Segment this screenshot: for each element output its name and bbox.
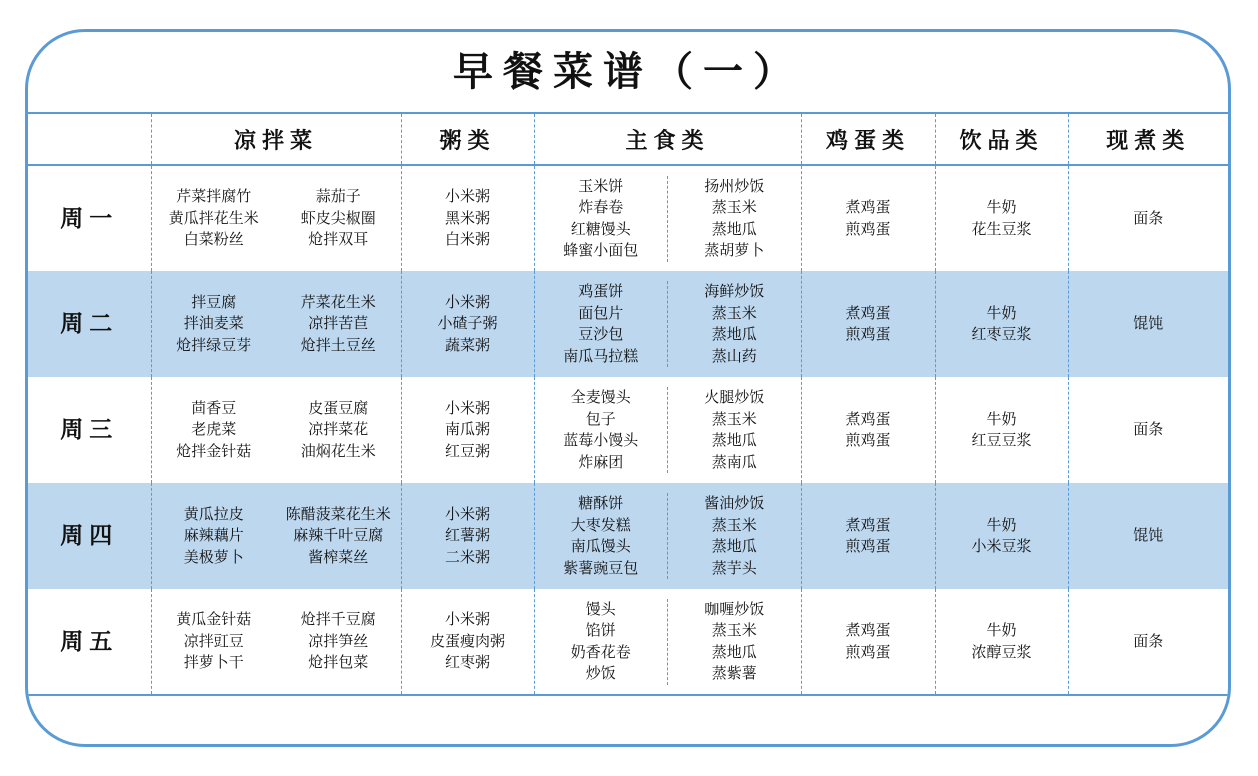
menu-item: 煎鸡蛋 — [845, 325, 891, 343]
menu-item: 红枣粥 — [444, 653, 490, 672]
staple-list-a — [535, 281, 668, 367]
staple-list-a — [535, 599, 668, 685]
menu-item: 全麦馒头 — [570, 388, 631, 406]
menu-item: 牛奶 — [986, 515, 1017, 534]
staple-col-a — [535, 493, 668, 579]
liangban-list-a — [152, 398, 277, 463]
porridge-cell — [401, 589, 534, 695]
menu-item: 黑米粥 — [444, 208, 490, 227]
menu-item: 皮蛋瘦肉粥 — [429, 631, 505, 650]
menu-item: 蒸玉米 — [711, 198, 757, 216]
staple-list-b — [668, 493, 801, 579]
header-liangban: 凉拌菜 — [151, 113, 401, 165]
staple-col-a — [535, 387, 668, 473]
menu-item: 大枣发糕 — [570, 515, 631, 534]
menu-item: 白菜粉丝 — [183, 230, 244, 249]
menu-item: 油焖花生米 — [300, 441, 376, 460]
eggs-list — [802, 303, 935, 346]
liangban-col-a — [152, 609, 277, 674]
menu-item: 红糖馒头 — [570, 219, 631, 238]
header-cooked: 现煮类 — [1068, 113, 1228, 165]
day-label: 周二 — [60, 310, 119, 338]
menu-item: 蒸山药 — [711, 346, 757, 365]
menu-item: 红豆豆浆 — [971, 431, 1032, 449]
drinks-cell — [935, 377, 1068, 483]
menu-item: 拌豆腐 — [191, 292, 237, 311]
drinks-cell — [935, 165, 1068, 271]
menu-item: 炝拌绿豆芽 — [176, 335, 252, 354]
header-eggs: 鸡蛋类 — [801, 113, 935, 165]
staple-col-a — [535, 281, 668, 367]
liangban-columns — [152, 292, 401, 357]
liangban-cell — [151, 483, 401, 589]
menu-item: 老虎菜 — [191, 420, 237, 439]
menu-item: 面条 — [1133, 420, 1164, 439]
menu-item: 火腿炒饭 — [704, 388, 765, 406]
menu-item: 蒸地瓜 — [711, 431, 757, 449]
menu-item: 南瓜馒头 — [570, 537, 631, 555]
menu-item: 炝拌土豆丝 — [300, 335, 376, 354]
staple-list-a — [535, 176, 668, 262]
staple-col-a — [535, 176, 668, 262]
staple-list-b — [668, 599, 801, 685]
menu-item: 蓝莓小馒头 — [563, 431, 639, 449]
menu-item: 炸春卷 — [578, 198, 624, 216]
menu-item: 虾皮尖椒圈 — [300, 208, 376, 227]
staple-cell — [534, 271, 801, 377]
staple-columns — [535, 281, 801, 367]
menu-item: 美极萝卜 — [183, 547, 244, 566]
menu-item: 面条 — [1133, 631, 1164, 650]
staple-list-b — [668, 176, 801, 262]
liangban-col-a — [152, 186, 277, 251]
menu-item: 凉拌苦苣 — [308, 314, 369, 333]
liangban-columns — [152, 186, 401, 251]
eggs-cell — [801, 589, 935, 695]
staple-cell — [534, 589, 801, 695]
cooked-list — [1069, 525, 1229, 547]
menu-item: 茴香豆 — [191, 398, 237, 417]
staple-list-a — [535, 493, 668, 579]
menu-item: 蒸胡萝卜 — [704, 241, 765, 259]
menu-item: 面包片 — [578, 303, 624, 322]
menu-item: 牛奶 — [986, 198, 1017, 216]
cooked-cell — [1068, 483, 1228, 589]
menu-body — [28, 165, 1228, 695]
menu-item: 面条 — [1133, 208, 1164, 227]
menu-item: 蒸玉米 — [711, 303, 757, 322]
day-row — [28, 589, 1228, 695]
header-staple: 主食类 — [534, 113, 801, 165]
drinks-list — [936, 197, 1068, 240]
menu-item: 海鲜炒饭 — [704, 282, 765, 300]
menu-item: 炒饭 — [585, 664, 616, 682]
staple-cell — [534, 377, 801, 483]
menu-item: 麻辣千叶豆腐 — [293, 526, 384, 545]
menu-item: 皮蛋豆腐 — [308, 398, 369, 417]
day-row — [28, 165, 1228, 271]
menu-item: 白米粥 — [444, 230, 490, 249]
menu-frame — [25, 29, 1231, 747]
staple-columns — [535, 493, 801, 579]
header-day-blank — [28, 113, 151, 165]
porridge-list — [402, 504, 534, 569]
menu-item: 煎鸡蛋 — [845, 219, 891, 238]
liangban-list-b — [276, 186, 401, 251]
menu-item: 煮鸡蛋 — [845, 621, 891, 639]
day-label: 周一 — [60, 204, 119, 232]
menu-item: 牛奶 — [986, 303, 1017, 322]
cooked-cell — [1068, 165, 1228, 271]
staple-col-b — [667, 387, 801, 473]
menu-item: 玉米饼 — [578, 176, 624, 195]
menu-item: 牛奶 — [986, 409, 1017, 428]
menu-item: 炝拌包菜 — [308, 653, 369, 672]
liangban-columns — [152, 398, 401, 463]
menu-item: 凉拌豇豆 — [183, 631, 244, 650]
staple-cell — [534, 165, 801, 271]
menu-item: 红枣豆浆 — [971, 325, 1032, 343]
menu-item: 奶香花卷 — [570, 642, 631, 661]
porridge-list — [402, 398, 534, 463]
menu-item: 酱油炒饭 — [704, 494, 765, 512]
liangban-list-b — [276, 398, 401, 463]
menu-item: 蒸地瓜 — [711, 537, 757, 555]
day-row — [28, 377, 1228, 483]
menu-item: 扬州炒饭 — [704, 176, 765, 195]
menu-item: 包子 — [585, 409, 616, 428]
liangban-col-a — [152, 292, 277, 357]
menu-item: 鸡蛋饼 — [578, 282, 624, 300]
menu-item: 蜂蜜小面包 — [563, 241, 639, 259]
liangban-columns — [152, 504, 401, 569]
liangban-cell — [151, 589, 401, 695]
menu-item: 蒜茄子 — [315, 187, 361, 206]
liangban-col-a — [152, 504, 277, 569]
cooked-cell — [1068, 271, 1228, 377]
liangban-cell — [151, 165, 401, 271]
day-row — [28, 483, 1228, 589]
menu-item: 蒸地瓜 — [711, 325, 757, 343]
menu-item: 拌萝卜干 — [183, 653, 244, 672]
liangban-col-b — [276, 398, 401, 463]
drinks-cell — [935, 589, 1068, 695]
liangban-list-a — [152, 609, 277, 674]
liangban-col-b — [276, 609, 401, 674]
menu-item: 蒸南瓜 — [711, 452, 757, 471]
menu-item: 馄饨 — [1133, 526, 1164, 545]
day-label: 周三 — [60, 416, 119, 444]
menu-item: 小米粥 — [444, 292, 490, 311]
menu-item: 凉拌笋丝 — [308, 631, 369, 650]
menu-item: 蒸玉米 — [711, 621, 757, 639]
menu-item: 二米粥 — [444, 547, 490, 566]
header-row — [28, 113, 1228, 165]
menu-item: 南瓜粥 — [444, 420, 490, 439]
liangban-col-b — [276, 186, 401, 251]
menu-item: 煮鸡蛋 — [845, 198, 891, 216]
menu-item: 煎鸡蛋 — [845, 642, 891, 661]
menu-item: 煎鸡蛋 — [845, 537, 891, 555]
staple-list-b — [668, 387, 801, 473]
cooked-list — [1069, 313, 1229, 335]
drinks-list — [936, 620, 1068, 663]
menu-item: 炝拌双耳 — [308, 230, 369, 249]
menu-item: 黄瓜拌花生米 — [168, 208, 259, 227]
menu-item: 豆沙包 — [578, 325, 624, 343]
menu-item: 煮鸡蛋 — [845, 409, 891, 428]
porridge-list — [402, 292, 534, 357]
menu-item: 芹菜拌腐竹 — [176, 187, 252, 206]
eggs-list — [802, 620, 935, 663]
header-porridge: 粥类 — [401, 113, 534, 165]
liangban-list-b — [276, 609, 401, 674]
menu-item: 糖酥饼 — [578, 494, 624, 512]
cooked-list — [1069, 631, 1229, 653]
porridge-cell — [401, 165, 534, 271]
staple-col-b — [667, 176, 801, 262]
menu-item: 拌油麦菜 — [183, 314, 244, 333]
menu-item: 馄饨 — [1133, 314, 1164, 333]
porridge-list — [402, 609, 534, 674]
staple-cell — [534, 483, 801, 589]
porridge-cell — [401, 271, 534, 377]
menu-item: 南瓜马拉糕 — [563, 346, 639, 365]
eggs-list — [802, 515, 935, 558]
drinks-cell — [935, 271, 1068, 377]
menu-item: 煮鸡蛋 — [845, 303, 891, 322]
liangban-list-a — [152, 504, 277, 569]
liangban-list-b — [276, 292, 401, 357]
staple-columns — [535, 599, 801, 685]
menu-item: 芹菜花生米 — [300, 292, 376, 311]
eggs-cell — [801, 483, 935, 589]
menu-item: 小米豆浆 — [971, 537, 1032, 555]
menu-item: 蔬菜粥 — [444, 335, 490, 354]
menu-item: 陈醋菠菜花生米 — [285, 504, 391, 523]
menu-item: 麻辣藕片 — [183, 526, 244, 545]
menu-item: 咖喱炒饭 — [704, 599, 765, 618]
menu-item: 黄瓜金针菇 — [176, 610, 252, 629]
menu-item: 红薯粥 — [444, 526, 490, 545]
menu-item: 浓醇豆浆 — [971, 642, 1032, 661]
cooked-list — [1069, 208, 1229, 230]
drinks-list — [936, 515, 1068, 558]
menu-item: 蒸地瓜 — [711, 642, 757, 661]
day-label: 周四 — [60, 522, 119, 550]
menu-item: 紫薯豌豆包 — [563, 558, 639, 577]
menu-item: 炝拌千豆腐 — [300, 610, 376, 629]
menu-table — [28, 112, 1228, 696]
menu-item: 黄瓜拉皮 — [183, 504, 244, 523]
porridge-cell — [401, 377, 534, 483]
eggs-list — [802, 409, 935, 452]
drinks-cell — [935, 483, 1068, 589]
menu-item: 红豆粥 — [444, 441, 490, 460]
eggs-cell — [801, 165, 935, 271]
menu-item: 凉拌菜花 — [308, 420, 369, 439]
eggs-list — [802, 197, 935, 240]
day-row — [28, 271, 1228, 377]
porridge-cell — [401, 483, 534, 589]
drinks-list — [936, 303, 1068, 346]
menu-item: 煎鸡蛋 — [845, 431, 891, 449]
menu-item: 炝拌金针菇 — [176, 441, 252, 460]
menu-item: 蒸玉米 — [711, 409, 757, 428]
liangban-col-b — [276, 504, 401, 569]
eggs-cell — [801, 271, 935, 377]
cooked-cell — [1068, 377, 1228, 483]
menu-item: 馅饼 — [585, 621, 616, 639]
staple-columns — [535, 387, 801, 473]
menu-item: 酱榨菜丝 — [308, 547, 369, 566]
staple-list-b — [668, 281, 801, 367]
staple-columns — [535, 176, 801, 262]
menu-item: 花生豆浆 — [971, 219, 1032, 238]
menu-item: 小碴子粥 — [437, 314, 498, 333]
staple-list-a — [535, 387, 668, 473]
menu-item: 蒸地瓜 — [711, 219, 757, 238]
menu-item: 煮鸡蛋 — [845, 515, 891, 534]
menu-item: 小米粥 — [444, 187, 490, 206]
drinks-list — [936, 409, 1068, 452]
day-label: 周五 — [60, 627, 119, 655]
staple-col-a — [535, 599, 668, 685]
menu-item: 小米粥 — [444, 504, 490, 523]
liangban-col-b — [276, 292, 401, 357]
menu-item: 蒸玉米 — [711, 515, 757, 534]
menu-item: 蒸紫薯 — [711, 664, 757, 682]
liangban-list-a — [152, 186, 277, 251]
liangban-cell — [151, 271, 401, 377]
staple-col-b — [667, 599, 801, 685]
liangban-list-b — [276, 504, 401, 569]
porridge-list — [402, 186, 534, 251]
menu-item: 蒸芋头 — [711, 558, 757, 577]
staple-col-b — [667, 281, 801, 367]
staple-col-b — [667, 493, 801, 579]
cooked-cell — [1068, 589, 1228, 695]
menu-item: 小米粥 — [444, 398, 490, 417]
menu-item: 馒头 — [585, 599, 616, 618]
eggs-cell — [801, 377, 935, 483]
cooked-list — [1069, 419, 1229, 441]
liangban-columns — [152, 609, 401, 674]
menu-item: 牛奶 — [986, 621, 1017, 639]
header-drinks: 饮品类 — [935, 113, 1068, 165]
liangban-col-a — [152, 398, 277, 463]
liangban-list-a — [152, 292, 277, 357]
menu-item: 炸麻团 — [578, 452, 624, 471]
liangban-cell — [151, 377, 401, 483]
menu-title: 早餐菜谱（一） — [453, 48, 803, 95]
menu-item: 小米粥 — [444, 610, 490, 629]
